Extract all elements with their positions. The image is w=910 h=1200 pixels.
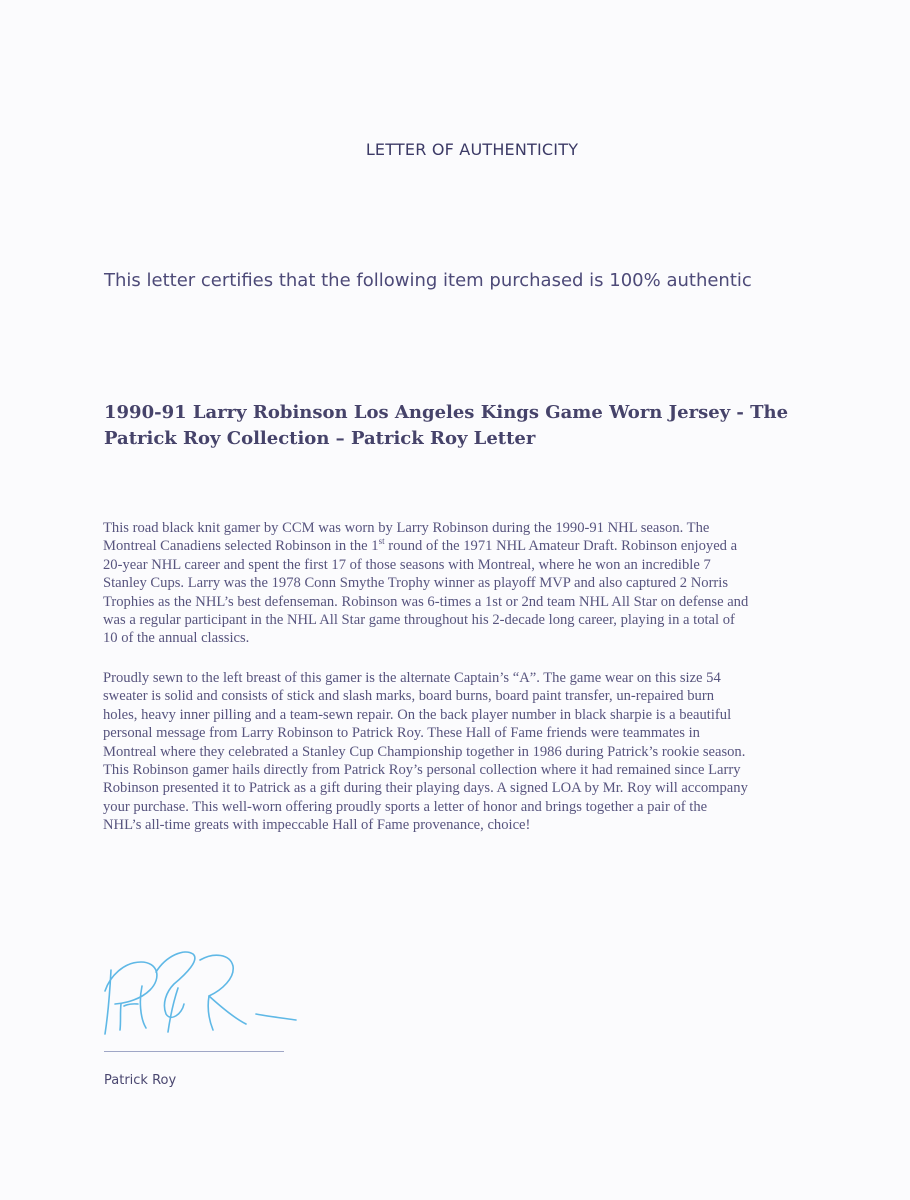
paragraph-line: NHL’s all-time greats with impeccable Hall of Fame provenance, choice! (103, 817, 531, 834)
description-paragraph-1 (103, 519, 843, 648)
paragraph-line: Montreal where they celebrated a Stanley Cup Championship together in 1986 during Patrick’s rookie season. (103, 743, 746, 760)
handwritten-signature (96, 948, 306, 1040)
item-title-line-1: 1990-91 Larry Robinson Los Angeles Kings Game Worn Jersey - The (104, 402, 789, 423)
description-paragraph-2 (103, 669, 843, 835)
paragraph-line: your purchase. This well-worn offering proudly sports a letter of honor and brings together a pair of the (103, 798, 708, 815)
paragraph-line: 10 of the annual classics. (103, 630, 250, 647)
paragraph-line: 20-year NHL career and spent the first 17 of those seasons with Montreal, where he won an incredible 7 (103, 556, 711, 573)
paragraph-line: Robinson presented it to Patrick as a gift during their playing days. A signed LOA by Mr. Roy will accompany (103, 780, 748, 797)
paragraph-line: This Robinson gamer hails directly from Patrick Roy’s personal collection where it had remained since Larry (103, 762, 741, 779)
paragraph-line (103, 537, 843, 555)
paragraph-line: Stanley Cups. Larry was the 1978 Conn Smythe Trophy winner as playoff MVP and also captured 2 Norris (103, 575, 729, 592)
text-run: Montreal Canadiens selected Robinson in the 1 (103, 538, 379, 555)
item-title (104, 400, 824, 452)
signature-line (104, 1051, 284, 1052)
paragraph-line: This road black knit gamer by CCM was worn by Larry Robinson during the 1990-91 NHL season. The (103, 520, 710, 536)
signer-name: Patrick Roy (104, 1073, 177, 1088)
paragraph-line: holes, heavy inner pilling and a team-sewn repair. On the back player number in black sharpie is a beautiful (103, 706, 732, 723)
text-run: round of the 1971 NHL Amateur Draft. Robinson enjoyed a (384, 538, 738, 555)
paragraph-line: was a regular participant in the NHL All Star game throughout his 2-decade long career, playing in a total of (103, 612, 735, 629)
letter-heading: LETTER OF AUTHENTICITY (365, 140, 579, 159)
certification-statement: This letter certifies that the following item purchased is 100% authentic (104, 270, 752, 291)
paragraph-line: Trophies as the NHL’s best defenseman. Robinson was 6-times a 1st or 2nd team NHL All Star on defense and (103, 593, 749, 610)
ordinal-suffix: st (378, 536, 385, 547)
item-title-line-2: Patrick Roy Collection – Patrick Roy Letter (104, 428, 536, 449)
paragraph-line: personal message from Larry Robinson to Patrick Roy. These Hall of Fame friends were teammates in (103, 725, 700, 742)
paragraph-line: Proudly sewn to the left breast of this gamer is the alternate Captain’s “A”. The game wear on this size 54 (103, 670, 721, 686)
paragraph-line: sweater is solid and consists of stick and slash marks, board burns, board paint transfer, un-repaired burn (103, 688, 714, 705)
